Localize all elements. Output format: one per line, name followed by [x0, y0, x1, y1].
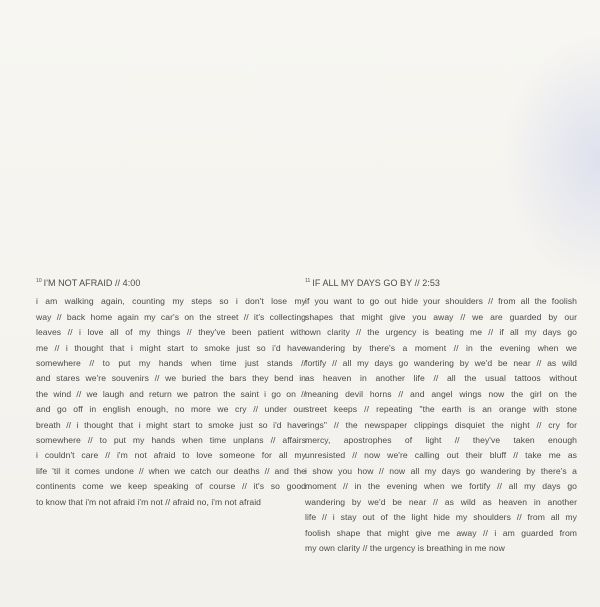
lyric-line: breath // i thought that i might start to smoke just so i'd have [36, 419, 306, 430]
lyric-line: mercy, apostrophes of light // they've taken enough [305, 435, 577, 446]
lyric-line: and stares we're souvenirs // we buried the bars they bend in [36, 373, 306, 384]
lyric-line: life 'til it comes undone // when we catch our deaths // and the [36, 465, 306, 476]
lyric-line: own clarity // the urgency is beating me // if all my days go [305, 327, 577, 338]
lyric-line: i show you how // now all my days go wandering by there's a [305, 465, 577, 476]
song-heading [36, 276, 306, 293]
lyric-line: the wind // we laugh and return we patron the saint i go on // [36, 388, 306, 399]
lyric-line: to know that i'm not afraid i'm not // afraid no, i'm not afraid [36, 496, 261, 507]
song-heading [305, 276, 577, 293]
track-number: 11 [305, 278, 311, 284]
lyric-line: foolish shape that might give me away // i am guarded from [305, 527, 577, 538]
lyric-line: somewhere // to put my hands when time just stands // [36, 358, 306, 369]
lyric-line: and go off in english enough, no more we cry // under our [36, 404, 306, 415]
song-title: IF ALL MY DAYS GO BY [312, 278, 413, 288]
track-number: 10 [36, 278, 42, 284]
lyric-line: me // i thought that i might start to smoke just so i'd have [36, 342, 306, 353]
lyric-line: rings" // the newspaper clippings disquiet the night // cry for [305, 419, 577, 430]
lyric-line: i am walking again, counting my steps so i don't lose my [36, 296, 306, 307]
lyric-line: i couldn't care // i'm not afraid to love someone for all my [36, 450, 306, 461]
lyric-line: continents come we keep speaking of course // it's so good [36, 481, 306, 492]
lyric-line: somewhere // to put my hands when time unplans // affairs [36, 435, 306, 446]
lyric-line: street keeps // repeating "the earth is an orange with stone [305, 404, 577, 415]
lyric-line: shapes that might give you away // we are guarded by our [305, 311, 577, 322]
lyric-line: leaves // i love all of my things // they've been patient with [36, 327, 306, 338]
lyric-line: wandering by we'd be near // as wild as heaven in another [305, 496, 577, 507]
song-duration: // 2:53 [414, 278, 440, 288]
lyric-line: fortify // all my days go wandering by we'd be near // as wild [305, 358, 577, 369]
song-block-if-all-my-days-go-by [305, 276, 577, 556]
song-block-im-not-afraid [36, 276, 306, 510]
lyric-line: moment // in the evening when we fortify // all my days go [305, 481, 577, 492]
song-duration: // 4:00 [115, 278, 141, 288]
lyric-line: meaning devil horns // and angel wings now the girl on the [305, 388, 577, 399]
lyric-line: life // i stay out of the light hide my shoulders // from all my [305, 512, 577, 523]
lyric-line: as heaven in another life // all the usual tattoos without [305, 373, 577, 384]
lyric-line: my own clarity // the urgency is breathing in me now [305, 542, 505, 553]
lyric-line: wandering by there's a moment // in the evening when we [305, 342, 577, 353]
lyric-line: if you want to go out hide your shoulders // from all the foolish [305, 296, 577, 307]
song-title: I'M NOT AFRAID [43, 278, 113, 288]
lyric-line: unresisted // now we're calling out their bluff // take me as [305, 450, 577, 461]
lyric-line: way // back home again my car's on the street // it's collecting [36, 311, 306, 322]
